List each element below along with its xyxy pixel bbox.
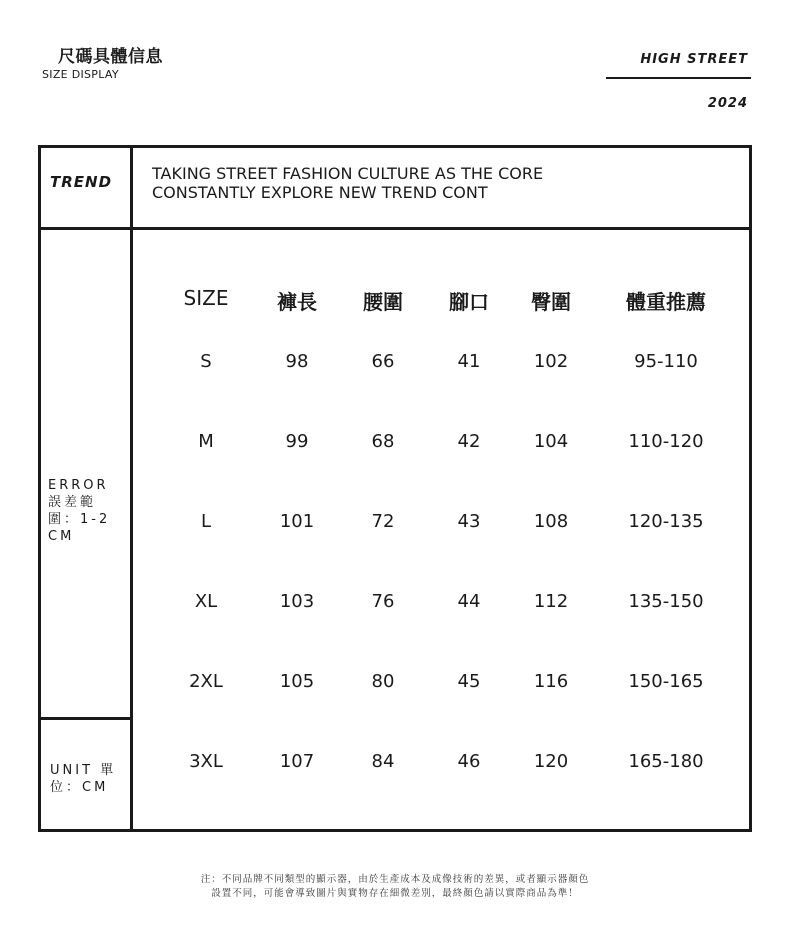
trend-label: TREND bbox=[50, 173, 113, 191]
cell-weight: 95-110 bbox=[634, 351, 698, 372]
cell-waist: 66 bbox=[371, 351, 395, 372]
slogan-line-1: TAKING STREET FASHION CULTURE AS THE CORE bbox=[152, 164, 544, 183]
cell-hem: 41 bbox=[457, 351, 481, 372]
cell-size: 2XL bbox=[189, 671, 223, 692]
cell-hem: 46 bbox=[457, 751, 481, 772]
disclaimer-line-2: 設置不同，可能會導致圖片與實物存在細微差別，最終顏色請以實際商品為準！ bbox=[211, 888, 579, 899]
disclaimer-footnote bbox=[0, 873, 790, 901]
cell-weight: 150-165 bbox=[628, 671, 704, 692]
cell-waist: 76 bbox=[371, 591, 395, 612]
cell-hip: 120 bbox=[533, 751, 569, 772]
brand-underline bbox=[606, 77, 751, 79]
cell-hem: 45 bbox=[457, 671, 481, 692]
brand-label: HIGH STREET bbox=[640, 52, 748, 67]
slogan bbox=[152, 164, 543, 202]
cell-waist: 72 bbox=[371, 511, 395, 532]
cell-length: 101 bbox=[279, 511, 315, 532]
cell-hip: 104 bbox=[533, 431, 569, 452]
header-hem: 腳口 bbox=[449, 290, 489, 314]
cell-size: M bbox=[198, 431, 214, 452]
header-hip: 臀圍 bbox=[531, 290, 571, 314]
header-size: SIZE bbox=[183, 286, 229, 310]
cell-hip: 112 bbox=[533, 591, 569, 612]
unit-note: UNIT 單位：CM bbox=[50, 763, 117, 795]
cell-waist: 68 bbox=[371, 431, 395, 452]
size-chart-frame bbox=[38, 145, 752, 832]
cell-size: S bbox=[200, 351, 212, 372]
cell-length: 105 bbox=[279, 671, 315, 692]
cell-length: 107 bbox=[279, 751, 315, 772]
cell-waist: 84 bbox=[371, 751, 395, 772]
unit-divider bbox=[38, 717, 133, 720]
header-length: 褲長 bbox=[277, 290, 317, 314]
cell-hem: 44 bbox=[457, 591, 481, 612]
cell-weight: 135-150 bbox=[628, 591, 704, 612]
header-weight: 體重推薦 bbox=[626, 290, 706, 314]
column-divider bbox=[130, 145, 133, 832]
disclaimer-line-1: 注：不同品牌不同類型的顯示器，由於生產成本及成像技術的差異，或者顯示器顏色 bbox=[200, 874, 590, 885]
page-subtitle: SIZE DISPLAY bbox=[42, 68, 119, 81]
error-range-note: ERROR 誤差範圍：1-2CM bbox=[48, 478, 111, 544]
cell-size: L bbox=[200, 511, 212, 532]
banner-divider bbox=[38, 227, 752, 230]
header-waist: 腰圍 bbox=[363, 290, 403, 314]
cell-weight: 120-135 bbox=[628, 511, 704, 532]
cell-weight: 110-120 bbox=[628, 431, 704, 452]
cell-hip: 108 bbox=[533, 511, 569, 532]
cell-length: 99 bbox=[285, 431, 309, 452]
page-title: 尺碼具體信息 bbox=[58, 47, 163, 67]
cell-hem: 43 bbox=[457, 511, 481, 532]
cell-waist: 80 bbox=[371, 671, 395, 692]
cell-hem: 42 bbox=[457, 431, 481, 452]
cell-size: XL bbox=[194, 591, 218, 612]
cell-hip: 116 bbox=[533, 671, 569, 692]
slogan-line-2: CONSTANTLY EXPLORE NEW TREND CONT bbox=[152, 183, 488, 202]
cell-weight: 165-180 bbox=[628, 751, 704, 772]
cell-hip: 102 bbox=[533, 351, 569, 372]
year-label: 2024 bbox=[707, 96, 748, 111]
cell-length: 98 bbox=[285, 351, 309, 372]
cell-size: 3XL bbox=[189, 751, 223, 772]
cell-length: 103 bbox=[279, 591, 315, 612]
